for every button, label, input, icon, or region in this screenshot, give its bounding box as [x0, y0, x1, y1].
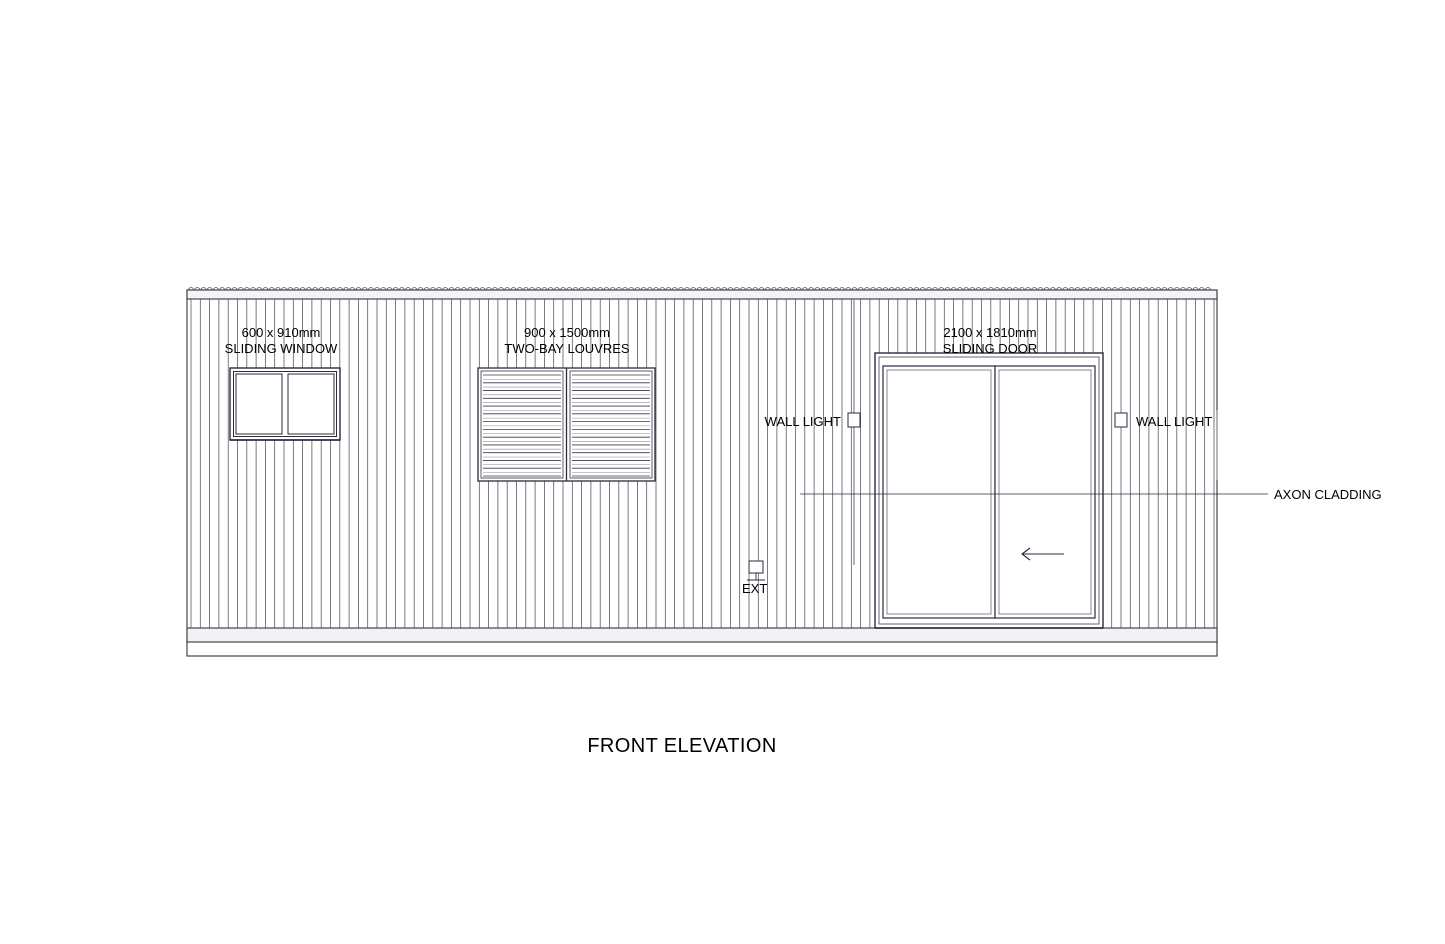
wall-light-right-label: WALL LIGHT: [1136, 414, 1213, 429]
louvres-type: TWO-BAY LOUVRES: [504, 341, 630, 357]
wall-light-right-fixture: [1115, 413, 1127, 427]
ext-outlet-label: EXT: [742, 581, 768, 596]
drawing-title: FRONT ELEVATION: [587, 735, 777, 757]
sliding-door-label: [943, 325, 1038, 358]
sliding-window: [230, 368, 340, 440]
sliding-window-size: 600 x 910mm: [241, 325, 321, 340]
louvres-label: [504, 325, 629, 358]
sliding-window-type: SLIDING WINDOW: [224, 341, 338, 357]
two-bay-louvres: [478, 368, 655, 481]
sliding-door: [875, 353, 1103, 628]
louvres-size: 900 x 1500mm: [524, 325, 610, 340]
sliding-window-label: [225, 325, 338, 358]
sliding-door-type: SLIDING DOOR: [942, 341, 1038, 357]
sliding-door-size: 2100 x 1810mm: [943, 325, 1037, 340]
wall-light-left-label: WALL LIGHT: [764, 414, 841, 429]
axon-cladding-label: AXON CLADDING: [1274, 487, 1382, 502]
